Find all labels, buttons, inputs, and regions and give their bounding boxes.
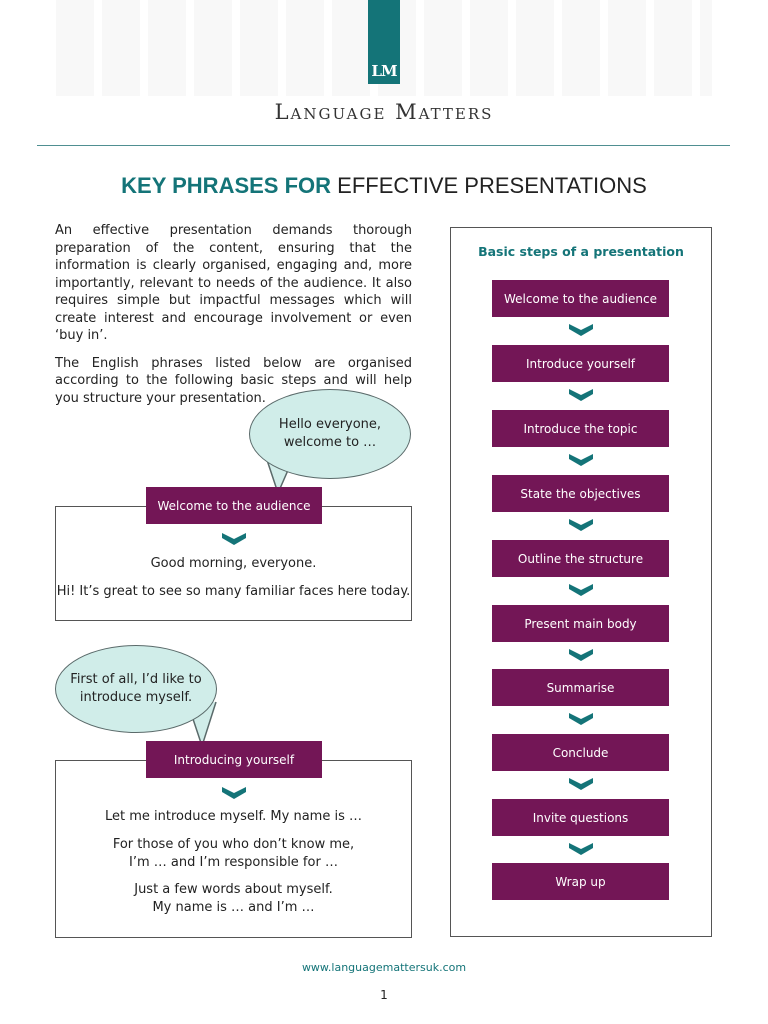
chevron-down-icon [568,453,594,467]
phrase-line: For those of you who don’t know me, [112,837,355,852]
step-10: Wrap up [492,863,669,900]
chevron-down-icon [568,648,594,662]
step-7: Summarise [492,669,669,706]
chevron-down-icon [568,712,594,726]
logo [368,0,400,84]
phrase-line: Hi! It’s great to see so many familiar faces here today. [56,584,411,599]
step-3: Introduce the topic [492,410,669,447]
chevron-down-icon [221,532,247,546]
step-8: Conclude [492,734,669,771]
logo-text: LM [371,62,397,80]
phrase-line: Let me introduce myself. My name is … [105,809,362,824]
step-2: Introduce yourself [492,345,669,382]
section-label-welcome: Welcome to the audience [146,487,322,524]
intro-paragraph-1: An effective presentation demands thorough preparation of the content, ensuring that the information is clearly organised, engaging and, more importantly, relevant to needs of the audience. It also requires simple but impactful messages which will create interest and encourage involvement or even ‘buy in’. [55,223,412,343]
chevron-down-icon [568,777,594,791]
speech-bubble-welcome [249,389,411,479]
chevron-down-icon [221,786,247,800]
steps-panel-title: Basic steps of a presentation [478,244,684,259]
chevron-down-icon [568,518,594,532]
chevron-down-icon [568,842,594,856]
section-label-introduce: Introducing yourself [146,741,322,778]
phrase-line: I’m … and I’m responsible for … [129,855,338,870]
bubble-line-2: welcome to … [283,435,377,450]
bubble-line-1: First of all, I’d like to [70,672,202,687]
step-4: State the objectives [492,475,669,512]
page-number: 1 [380,988,388,1002]
title-highlight: KEY PHRASES FOR [121,173,332,198]
speech-bubble-introduce [55,645,217,733]
title-rest: EFFECTIVE PRESENTATIONS [337,173,647,198]
footer-link[interactable]: www.languagemattersuk.com [301,961,467,974]
bubble-line-2: introduce myself. [79,690,193,705]
step-1: Welcome to the audience [492,280,669,317]
bubble-line-1: Hello everyone, [278,417,382,432]
intro-text [55,222,412,417]
intro-paragraph-2: The English phrases listed below are organised according to the following basic steps and will help you structure your presentation. [55,355,412,406]
phrase-line: My name is … and I’m … [152,900,315,915]
chevron-down-icon [568,323,594,337]
header-divider [37,145,730,146]
phrase-line: Just a few words about myself. [134,882,333,897]
chevron-down-icon [568,388,594,402]
brand-name: Language Matters [274,100,494,124]
page-title [0,173,768,199]
phrase-line: Good morning, everyone. [150,556,317,571]
step-9: Invite questions [492,799,669,836]
chevron-down-icon [568,583,594,597]
step-6: Present main body [492,605,669,642]
step-5: Outline the structure [492,540,669,577]
